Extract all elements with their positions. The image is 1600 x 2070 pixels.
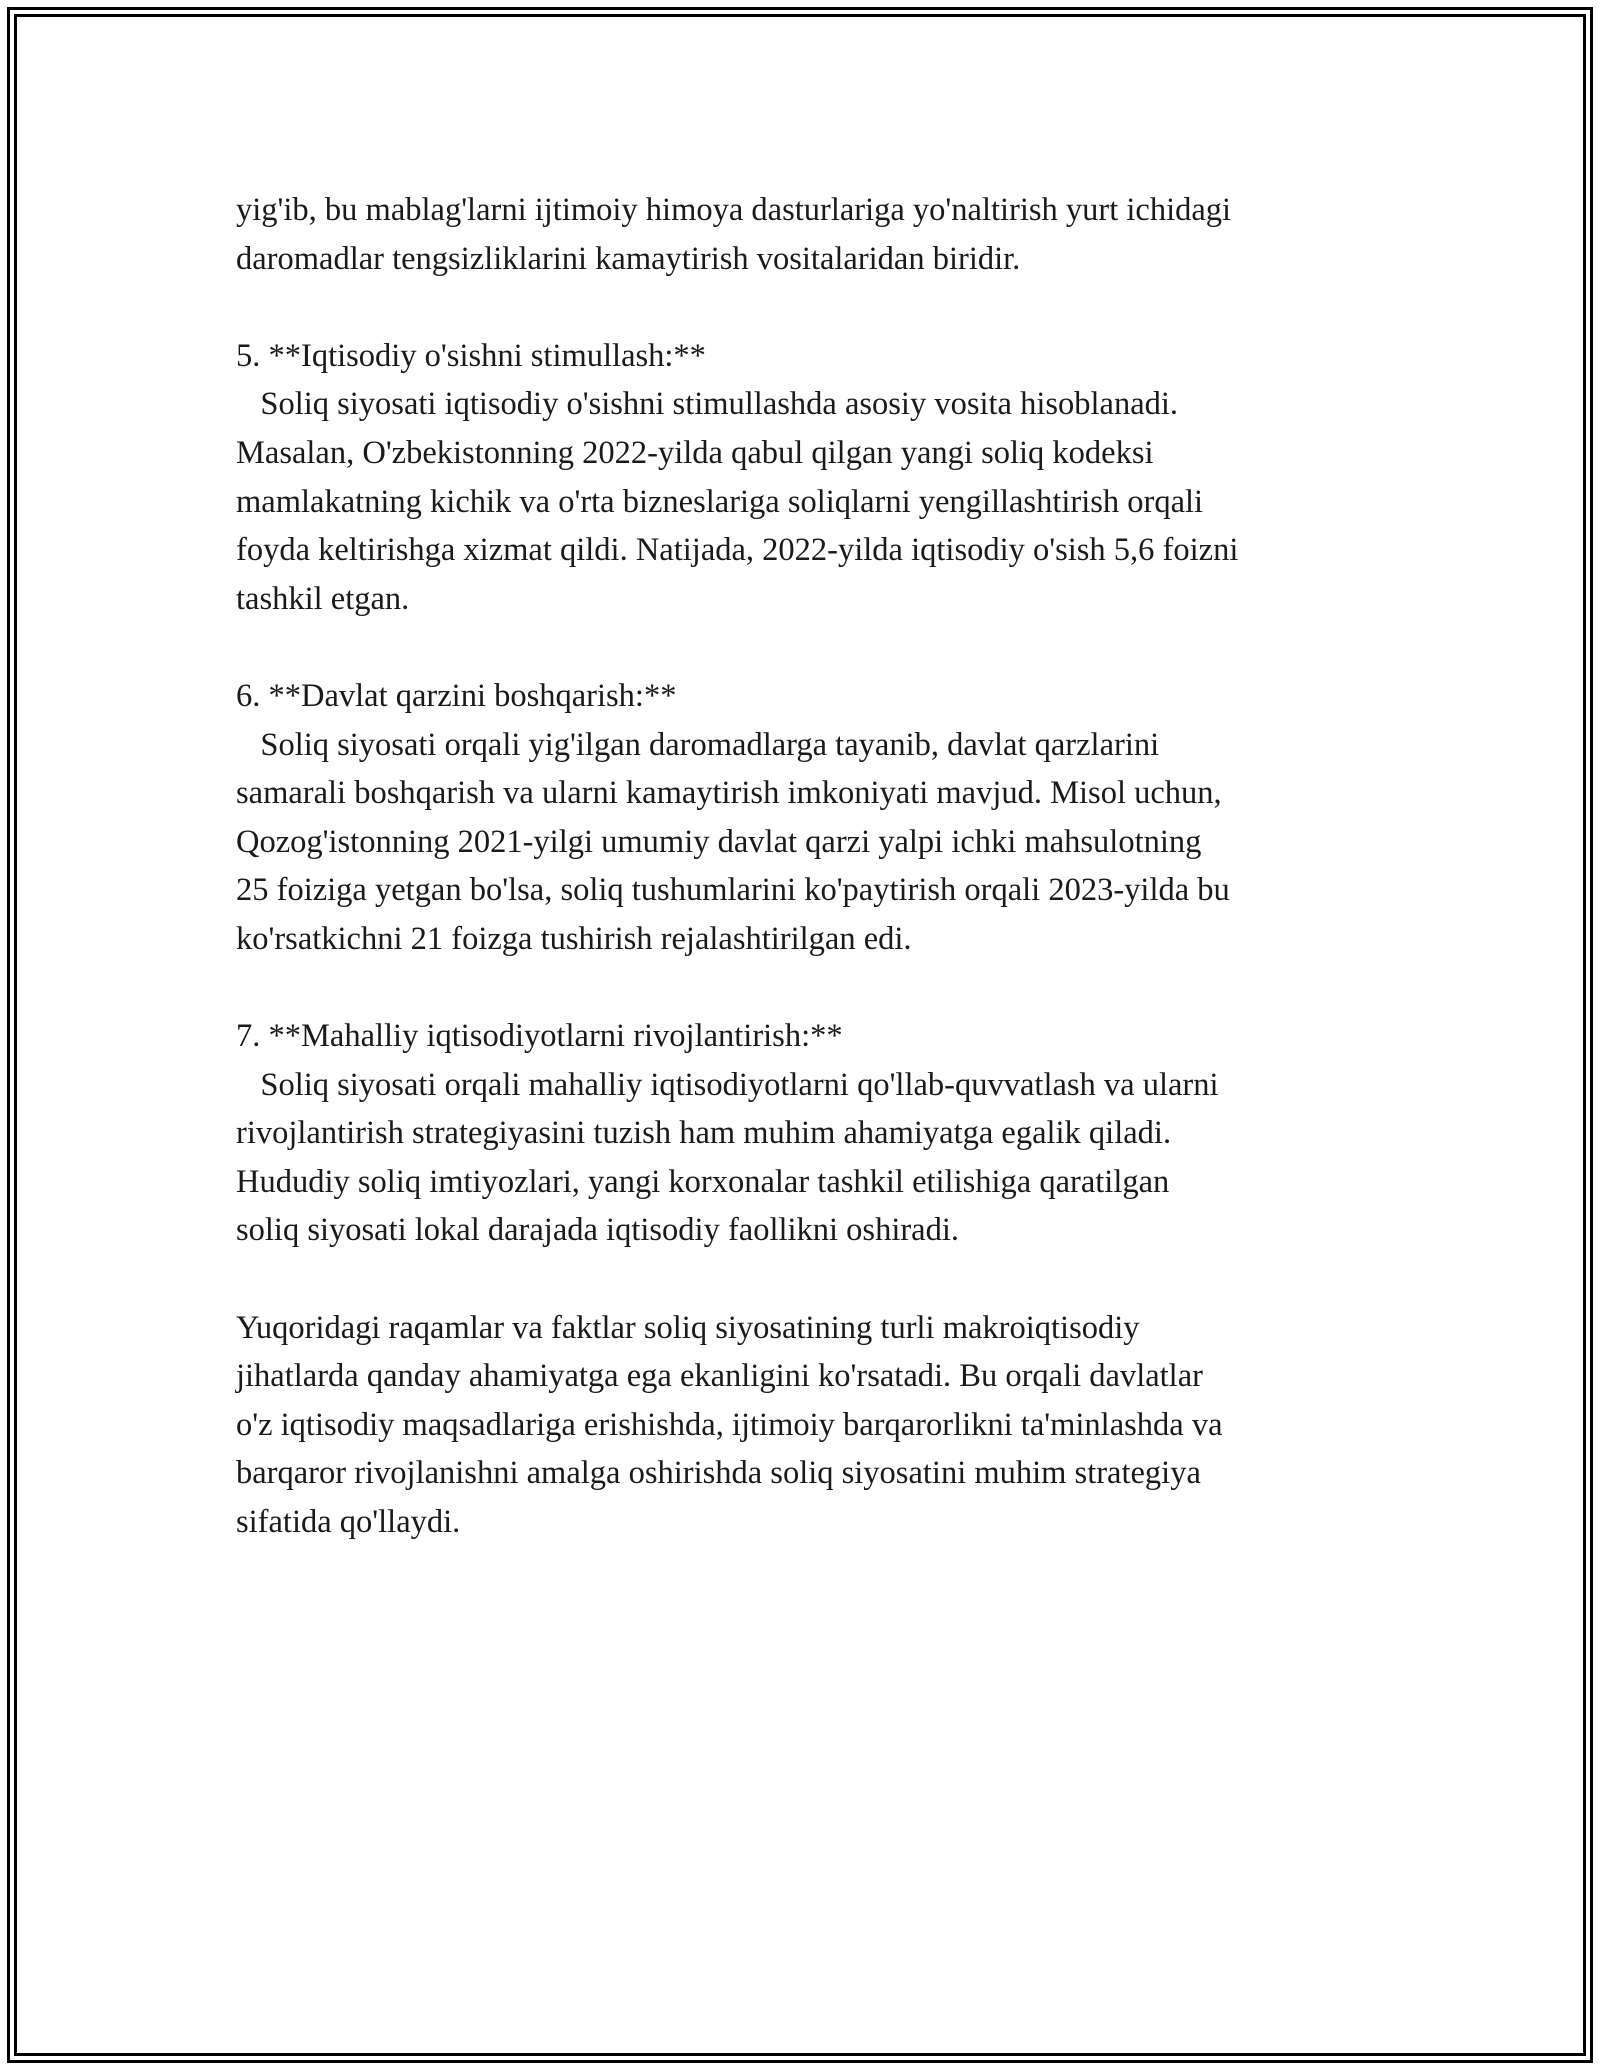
- text-line: sifatida qo'llaydi.: [236, 1504, 461, 1541]
- text-line: tashkil etgan.: [236, 580, 410, 617]
- text-line: Masalan, O'zbekistonning 2022-yilda qabul qilgan yangi soliq kodeksi: [236, 434, 1154, 471]
- text-line: Hududiy soliq imtiyozlari, yangi korxonalar tashkil etilishiga qaratilgan: [236, 1163, 1170, 1200]
- text-line: Qozog'istonning 2021-yilgi umumiy davlat qarzi yalpi ichki mahsulotning: [236, 823, 1202, 860]
- text-line: barqaror rivojlanishni amalga oshirishda soliq siyosatini muhim strategiya: [236, 1455, 1201, 1492]
- text-line: Soliq siyosati orqali yig'ilgan daromadlarga tayanib, davlat qarzlarini: [236, 726, 1160, 763]
- text-line: yig'ib, bu mablag'larni ijtimoiy himoya dasturlariga yo'naltirish yurt ichidagi: [236, 192, 1232, 228]
- section-heading: 7. **Mahalliy iqtisodiyotlarni rivojlantirish:**: [236, 1018, 843, 1055]
- text-line: Soliq siyosati orqali mahalliy iqtisodiyotlarni qo'llab-quvvatlash va ularni: [236, 1066, 1219, 1103]
- text-line: jihatlarda qanday ahamiyatga ega ekanligini ko'rsatadi. Bu orqali davlatlar: [236, 1358, 1203, 1395]
- document-body: [236, 186, 1396, 1547]
- text-line: Soliq siyosati iqtisodiy o'sishni stimullashda asosiy vosita hisoblanadi.: [236, 386, 1179, 423]
- text-line: Yuqoridagi raqamlar va faktlar soliq siyosatining turli makroiqtisodiy: [236, 1309, 1140, 1346]
- text-line: o'z iqtisodiy maqsadlariga erishishda, ijtimoiy barqarorlikni ta'minlashda va: [236, 1406, 1223, 1443]
- text-line: daromadlar tengsizliklarini kamaytirish vositalaridan biridir.: [236, 240, 1021, 277]
- section-heading: 6. **Davlat qarzini boshqarish:**: [236, 677, 677, 714]
- blank-line: [236, 623, 1396, 672]
- text-line: rivojlantirish strategiyasini tuzish ham muhim ahamiyatga egalik qiladi.: [236, 1115, 1172, 1152]
- text-line: foyda keltirishga xizmat qildi. Natijada, 2022-yilda iqtisodiy o'sish 5,6 foizni: [236, 532, 1239, 569]
- blank-line: [236, 283, 1396, 332]
- text-line: ko'rsatkichni 21 foizga tushirish rejalashtirilgan edi.: [236, 920, 912, 957]
- text-line: 25 foiziga yetgan bo'lsa, soliq tushumlarini ko'paytirish orqali 2023-yilda bu: [236, 872, 1230, 909]
- text-line: soliq siyosati lokal darajada iqtisodiy faollikni oshiradi.: [236, 1212, 960, 1249]
- text-line: samarali boshqarish va ularni kamaytirish imkoniyati mavjud. Misol uchun,: [236, 775, 1222, 812]
- section-heading: 5. **Iqtisodiy o'sishni stimullash:**: [236, 337, 706, 374]
- blank-line: [236, 964, 1396, 1013]
- text-line: mamlakatning kichik va o'rta bizneslariga soliqlarni yengillashtirish orqali: [236, 483, 1204, 520]
- blank-line: [236, 1255, 1396, 1304]
